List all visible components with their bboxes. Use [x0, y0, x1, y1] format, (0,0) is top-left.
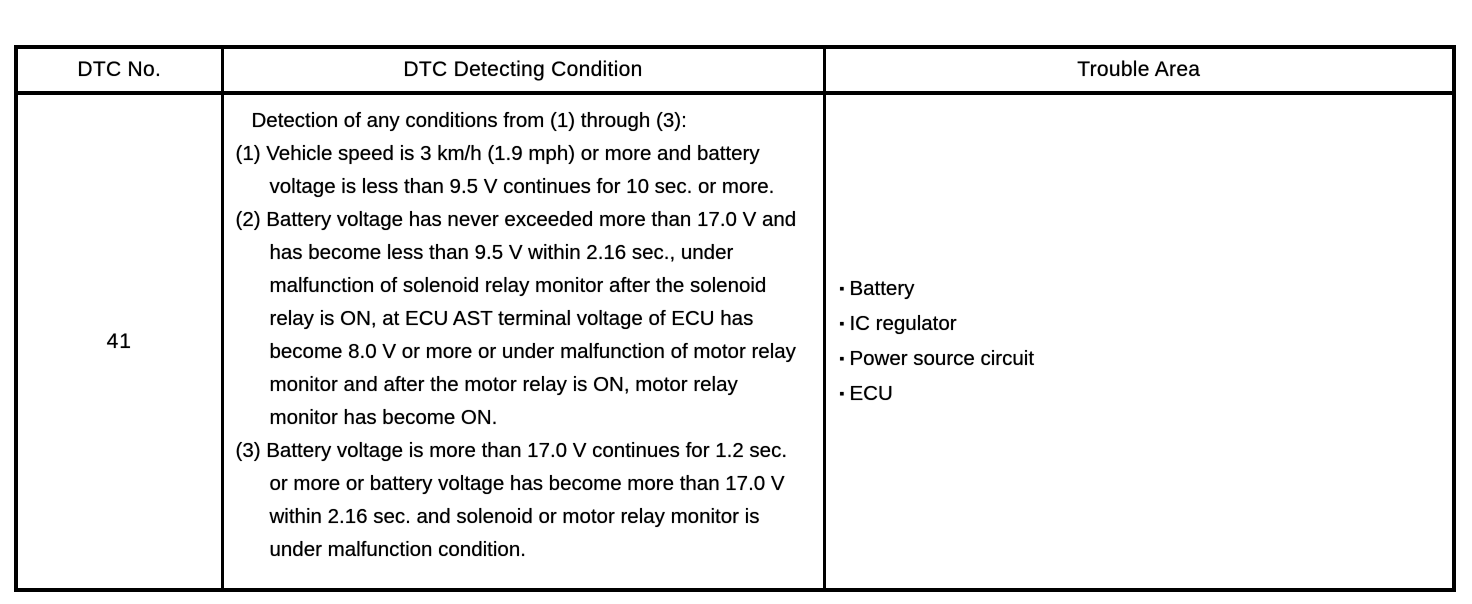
condition-item-2: (2) Battery voltage has never exceeded more than 17.0 V and has become less than 9.5 V within 2.16 sec., under malfunction of solenoid relay monitor after the solenoid relay is ON, at ECU AST terminal voltage of ECU has become 8.0 V or more or under malfunction of motor relay monitor and after the motor relay is ON, motor relay monitor has become ON. — [235, 208, 797, 429]
table-row — [16, 93, 1454, 590]
detecting-condition-cell — [222, 93, 824, 590]
trouble-area-cell — [824, 93, 1454, 590]
condition-item-3: (3) Battery voltage is more than 17.0 V continues for 1.2 sec. or more or battery voltage has become more than 17.0 V within 2.16 sec. and solenoid or motor relay monitor is under malfunction condition. — [235, 439, 788, 561]
header-detecting-condition: DTC Detecting Condition — [222, 47, 824, 93]
bullet-icon: ▪ — [839, 314, 845, 331]
condition-intro: Detection of any conditions from (1) through (3): — [251, 109, 687, 132]
bullet-icon: ▪ — [839, 349, 845, 366]
trouble-area-item — [840, 272, 1443, 307]
trouble-area-item — [840, 307, 1443, 342]
header-dtc-no: DTC No. — [16, 47, 222, 93]
trouble-area-label: Battery — [849, 276, 915, 300]
header-trouble-area: Trouble Area — [824, 47, 1454, 93]
condition-item-1: (1) Vehicle speed is 3 km/h (1.9 mph) or more and battery voltage is less than 9.5 V continues for 10 sec. or more. — [235, 142, 775, 198]
trouble-area-item — [840, 342, 1443, 377]
bullet-icon: ▪ — [839, 384, 845, 401]
bullet-icon: ▪ — [839, 279, 845, 296]
trouble-area-label: ECU — [849, 381, 893, 405]
trouble-area-label: Power source circuit — [849, 346, 1035, 370]
dtc-number-value: 41 — [16, 93, 222, 590]
dtc-table — [14, 45, 1456, 592]
header-row — [16, 47, 1454, 93]
trouble-area-item — [840, 377, 1443, 412]
trouble-area-label: IC regulator — [849, 311, 957, 335]
